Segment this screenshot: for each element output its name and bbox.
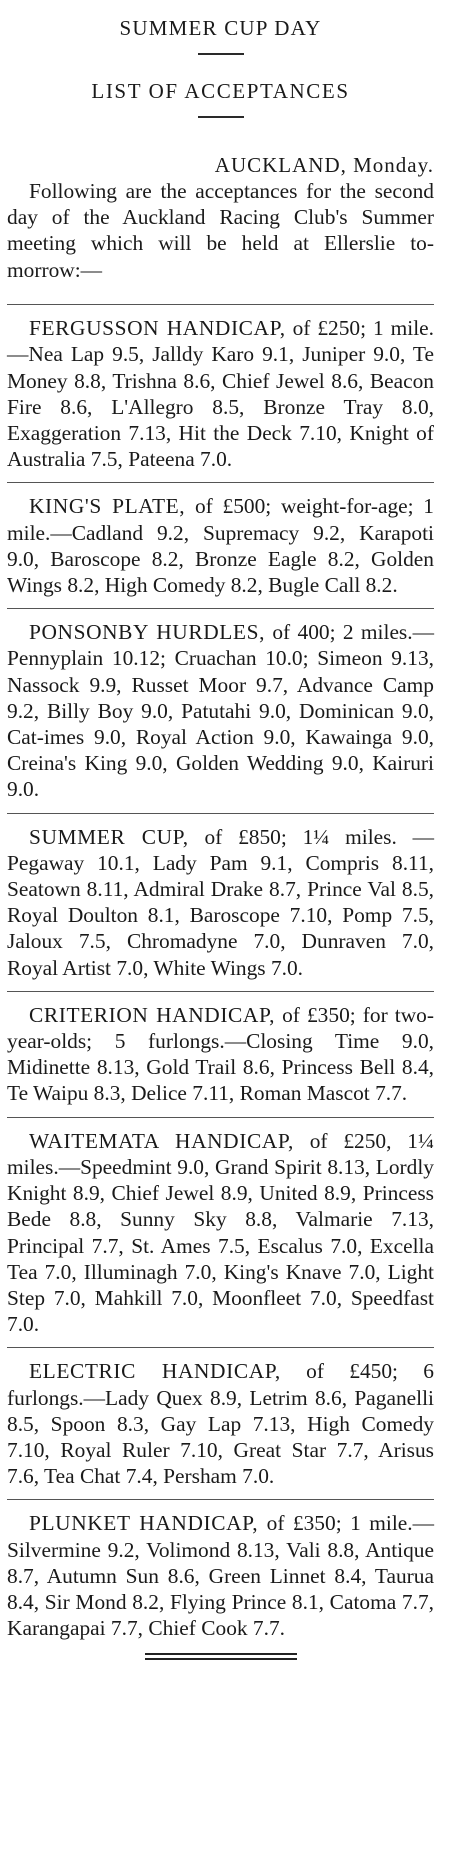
race-details: of £250; 1 mile.—Nea Lap 9.5, Jalldy Karo 9.1, Juniper 9.0, Te Money 8.8, Trishna 8.6, Chief Jewel 8.6, Beacon Fire 8.6, L'Allegro 8.5, Bronze Tray 8.0, Exaggeration 7.13, Hit the Deck 7.10, Knight of Australia 7.5, Pateena 7.0. <box>7 316 435 472</box>
section-divider <box>7 304 434 305</box>
race-entry-waitemata <box>7 1128 434 1338</box>
race-details: of £450; 6 furlongs.—Lady Quex 8.9, Letrim 8.6, Paganelli 8.5, Spoon 8.3, Gay Lap 7.13, High Comedy 7.10, Royal Ruler 7.10, Great Star 7.7, Arisus 7.6, Tea Chat 7.4, Persham 7.0. <box>7 1359 434 1489</box>
race-entry-kings-plate <box>7 493 434 598</box>
dateline: AUCKLAND, Monday. <box>214 153 434 177</box>
headline-title: SUMMER CUP DAY <box>119 16 322 40</box>
section-divider <box>7 1347 434 1348</box>
race-entry-criterion <box>7 1002 434 1107</box>
intro-paragraph: Following are the acceptances for the second day of the Auckland Racing Club's Summer meeting which will be held at Ellerslie to-morrow:— <box>7 179 434 282</box>
race-details: of £350; for two-year-olds; 5 furlongs.—Closing Time 9.0, Midinette 8.13, Gold Trail 8.6, Princess Bell 8.4, Te Waipu 8.3, Delice 7.11, Roman Mascot 7.7. <box>7 1002 434 1106</box>
end-rule <box>145 1653 297 1660</box>
race-name: FERGUSSON HANDICAP, <box>29 316 286 341</box>
race-details: of 400; 2 miles.—Pennyplain 10.12; Cruachan 10.0; Simeon 9.13, Nassock 9.9, Russet Moor 9.7, Advance Camp 9.2, Billy Boy 9.0, Patutahi 9.0, Dominican 9.0, Cat-imes 9.0, Royal Action 9.0, Kawainga 9.0, Creina's King 9.0, Golden Wedding 9.0, Kairuri 9.0. <box>7 620 434 802</box>
race-name: CRITERION HANDICAP, <box>29 1002 276 1027</box>
subtitle-rule <box>198 116 244 118</box>
headline-subtitle: LIST OF ACCEPTANCES <box>91 79 350 103</box>
section-divider <box>7 1117 434 1118</box>
race-details: of £250, 1¼ miles.—Speedmint 9.0, Grand Spirit 8.13, Lordly Knight 8.9, Chief Jewel 8.9, United 8.9, Princess Bede 8.8, Sunny Sky 8.8, Valmarie 7.13, Principal 7.7, St. Ames 7.5, Escalus 7.0, Excella Tea 7.0, Illuminagh 7.0, King's Knave 7.0, Light Step 7.0, Mahkill 7.0, Moonfleet 7.0, Speedfast 7.0. <box>7 1128 435 1337</box>
section-divider <box>7 1499 434 1500</box>
race-entry-summer-cup <box>7 824 434 981</box>
section-divider <box>7 482 434 483</box>
race-details: of £350; 1 mile.—Silvermine 9.2, Volimond 8.13, Vali 8.8, Antique 8.7, Autumn Sun 8.6, Green Linnet 8.4, Taurua 8.4, Sir Mond 8.2, Flying Prince 8.1, Catoma 7.7, Karangapai 7.7, Chief Cook 7.7. <box>7 1511 434 1641</box>
race-name: PLUNKET HANDICAP, <box>29 1511 259 1536</box>
race-name: SUMMER CUP, <box>29 824 189 849</box>
section-divider <box>7 608 434 609</box>
race-name: WAITEMATA HANDICAP, <box>29 1128 294 1153</box>
race-entry-plunket <box>7 1510 434 1641</box>
race-details: of £850; 1¼ miles. —Pegaway 10.1, Lady Pam 9.1, Compris 8.11, Seatown 8.11, Admiral Drake 8.7, Prince Val 8.5, Royal Doulton 8.1, Baroscope 7.10, Pomp 7.5, Jaloux 7.5, Chromadyne 7.0, Dunraven 7.0, Royal Artist 7.0, White Wings 7.0. <box>7 824 434 980</box>
section-divider <box>7 991 434 992</box>
race-entry-electric <box>7 1358 434 1489</box>
race-details: of £500; weight-for-age; 1 mile.—Cadland 9.2, Supremacy 9.2, Karapoti 9.0, Baroscope 8.2, Bronze Eagle 8.2, Golden Wings 8.2, High Comedy 8.2, Bugle Call 8.2. <box>7 494 434 598</box>
section-divider <box>7 813 434 814</box>
race-name: PONSONBY HURDLES, <box>29 620 266 645</box>
race-entry-ponsonby <box>7 619 434 802</box>
race-entry-fergusson <box>7 315 434 472</box>
race-name: ELECTRIC HANDICAP, <box>29 1359 281 1384</box>
race-name: KING'S PLATE, <box>29 494 186 519</box>
